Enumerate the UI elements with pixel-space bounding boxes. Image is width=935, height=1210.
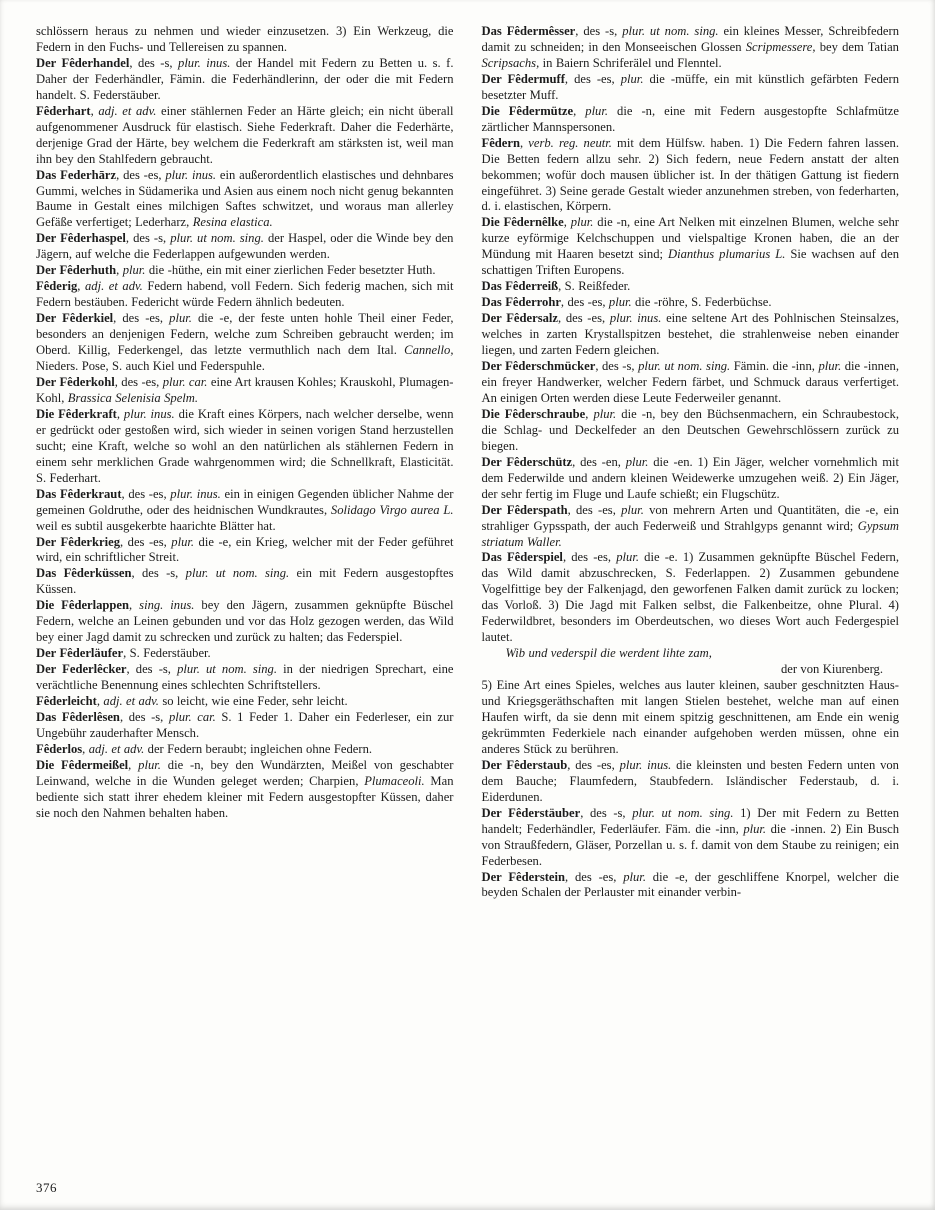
entry-text: die -müffe, ein mit künstlich gefärbten Federn besetzter Muff. <box>481 71 899 102</box>
dictionary-entry <box>36 566 454 598</box>
entry-text: , <box>519 135 529 150</box>
entry-text: ein kleines Messer, Schreibfedern damit zu schneiden; in den Monseeischen Glossen <box>481 24 899 54</box>
entry-text: , des -es, <box>560 295 609 310</box>
entry-text: Plumaceoli. <box>364 773 425 788</box>
dictionary-entry <box>482 407 900 455</box>
dictionary-entry <box>36 662 454 694</box>
right-column <box>482 24 900 1150</box>
entry-text: sing. inus. <box>139 598 195 613</box>
dictionary-entry <box>36 758 454 822</box>
entry-text: , des -s, <box>575 24 623 38</box>
dictionary-entry <box>36 646 454 662</box>
entry-text: Scripsachs, <box>481 55 540 70</box>
entry-text: , des -es, <box>564 71 621 86</box>
entry-text: adj. et adv. <box>88 741 145 756</box>
entry-text: mit dem Hülfsw. haben. 1) Die Federn fahren lassen. Die Betten federn allzu sehr. 2) Sich federn, neue Federn anstatt der alten bekommen; wofür doch mausen üblicher ist. In der thätigen Gattung ist fiedern eingeführet. 3) Seine gerade Gestalt wieder anzunehmen streben, von federharten, d. i. elastischen, Körpern. <box>481 135 899 214</box>
headword: Das Fêdermêsser <box>481 24 576 38</box>
entry-text: , des -s, <box>125 231 171 246</box>
entry-text: plur. <box>608 295 632 310</box>
dictionary-entry <box>482 311 900 359</box>
headword: Der Fêderläufer <box>36 646 124 661</box>
dictionary-entry <box>482 104 900 136</box>
headword: Der Fêderkiel <box>36 311 114 326</box>
entry-text: ein außerordentlich elastisches und dehnbares Gummi, welches in Südamerika und Asien aus einem noch nicht genug bekannten Baume in Gestalt eines milchigen Saftes schwitzet, und woraus man allerley Gefäße verfertiget; Lederharz, <box>36 167 454 230</box>
entry-text: von mehrern Arten und Quantitäten, die -e, ein strahliger Gypsspath, der auch Federweiß und Strahlgyps genannt wird; <box>481 502 899 533</box>
entry-text: weil es subtil ausgekerbte haarichte Blätter hat. <box>36 518 276 533</box>
entry-text: die -hüthe, ein mit einer zierlichen Feder besetzter Huth. <box>145 263 436 278</box>
entry-text: plur. ut nom. sing. <box>638 359 731 374</box>
dictionary-entry <box>36 407 454 487</box>
dictionary-entry <box>482 279 900 295</box>
entry-text: plur. <box>818 359 842 374</box>
dictionary-entry <box>36 694 454 710</box>
entry-text: plur. ut nom. sing. <box>632 805 734 820</box>
entry-text: plur. <box>169 311 192 326</box>
headword: Der Fêderkohl <box>36 374 115 389</box>
entry-text: , <box>82 741 89 756</box>
dictionary-entry <box>482 806 900 870</box>
entry-text: , des -es, <box>116 167 166 182</box>
dictionary-entry <box>36 311 454 375</box>
headword: Die Fêderkraft <box>36 406 117 421</box>
verse-line <box>482 646 900 662</box>
entry-text: eine Art krausen Kohles; Krauskohl, Plumagen-Kohl, <box>36 374 454 405</box>
entry-text: plur. <box>623 869 646 884</box>
dictionary-entry <box>482 550 900 646</box>
headword: Der Fêderhandel <box>36 55 130 70</box>
entry-text: plur. inus. <box>619 757 672 772</box>
dictionary-entry <box>36 710 454 742</box>
entry-text: , des -es, <box>565 869 624 884</box>
dictionary-entry <box>482 870 900 902</box>
entry-text: in Baiern Schriferälel und Flenntel. <box>539 55 722 70</box>
entry-text: ein mit Federn ausgestopftes Küssen. <box>36 566 454 597</box>
entry-text: , des -s, <box>595 359 639 374</box>
dictionary-entry <box>482 758 900 806</box>
dictionary-entry <box>36 56 454 104</box>
left-column <box>36 24 454 1150</box>
entry-text: adj. et adv. <box>98 103 157 118</box>
entry-text: Scripmessere, <box>745 39 816 54</box>
headword: Die Fêdermütze <box>481 103 574 118</box>
headword: Der Fêdermuff <box>481 71 565 86</box>
entry-text: , <box>90 103 99 118</box>
entry-text: , <box>96 694 104 709</box>
entry-text: plur. <box>743 821 767 836</box>
entry-text: , des -es, <box>567 757 620 772</box>
entry-text: einer stählernen Feder an Härte gleich; ein nicht überall aufgenommener Ausdruck für elastisch. Siehe Federkraft. Daher die Federhärte, derjenige Grad der Härte, bey welchem die Federkraft am stärksten ist, weil man ihn bey den Stahlfedern gebraucht. <box>36 103 454 166</box>
entry-text: , des -s, <box>580 805 633 820</box>
entry-text: , <box>116 406 124 421</box>
entry-text: der Haspel, oder die Winde bey den Jägern, auf welche die Federlappen aufgewunden werden. <box>36 231 454 262</box>
entry-text: die -röhre, S. Federbüchse. <box>631 295 772 310</box>
headword: Der Fêderschütz <box>481 454 573 469</box>
entry-text: , <box>77 279 85 294</box>
entry-text: schlössern heraus zu nehmen und wieder einzusetzen. 3) Ein Werkzeug, die Federn in den Fuchs- und Tellereisen zu spannen. <box>36 24 454 54</box>
headword: Die Fêderschraube <box>481 406 586 421</box>
headword: Die Fêderlappen <box>36 598 130 613</box>
entry-text: plur. <box>616 550 639 565</box>
verse-attribution <box>482 662 900 678</box>
entry-text: , des -s, <box>131 566 186 581</box>
entry-text: Fämin. die -inn, <box>730 359 819 374</box>
entry-text: Sie wachsen auf den schattigen Triften Europens. <box>481 247 899 278</box>
entry-text: , S. Reißfeder. <box>558 279 631 294</box>
dictionary-entry <box>36 168 454 232</box>
entry-text: Gypsum striatum Waller. <box>481 518 899 549</box>
headword: Fêderleicht <box>36 694 97 709</box>
headword: Fêderig <box>36 279 78 294</box>
entry-text: eine seltene Art des Pohlnischen Steinsalzes, welches in zarten Krystallspitzen bestehet, die strahlenweise neben einander liegen, und zarten Federn gleichen. <box>481 311 899 358</box>
text-columns <box>36 24 899 1150</box>
entry-text: plur. inus. <box>178 55 231 70</box>
entry-text: plur. <box>625 454 649 469</box>
headword: Das Fêderspiel <box>481 550 563 565</box>
headword: Das Fêderrohr <box>481 295 561 310</box>
headword: Die Fêdernêlke <box>481 215 564 230</box>
entry-text: die -n, eine Art Nelken mit einzelnen Blumen, welche sehr kurze eyförmige Kelchschuppen und vielspaltige Kronen haben, die an der Mündung mit Haaren besetzt sind; <box>481 215 899 262</box>
dictionary-entry <box>36 231 454 263</box>
entry-text: der Handel mit Federn zu Betten u. s. f. Daher der Federhändler, Fämin. die Federhändlerinn, der oder die mit Federn handelt. S. Federstäuber. <box>36 55 454 102</box>
headword: Der Fêderstaub <box>481 757 568 772</box>
dictionary-entry <box>482 503 900 551</box>
entry-text: die -e. 1) Zusammen geknüpfte Büschel Federn, das Wild damit abzuschrecken, S. Federlappen. 2) Zusammen gebundene Vogelfittige bey der Falkenjagd, den geworfenen Falken damit zurück zu locken; das Vorloß. 3) Die Jagd mit Falken selbst, die Falkenbeitze, ohne Plural. 4) Federwildbret, besonders im Oberdeutschen, wo dieses Wort auch Federgespiel lautet. <box>481 550 899 645</box>
entry-text: verb. reg. neutr. <box>528 135 612 150</box>
entry-text: S. 1 Feder 1. Daher ein Federleser, ein zur Ungebühr zauderhafter Mensch. <box>36 709 454 740</box>
entry-text: der Federn beraubt; ingleichen ohne Federn. <box>144 741 373 756</box>
entry-text: plur. <box>138 757 161 772</box>
dictionary-entry <box>36 535 454 567</box>
entry-text: plur. <box>593 406 617 421</box>
entry-text: plur. inus. <box>123 406 175 421</box>
entry-text: Wib und vederspil die werdent lihte zam, <box>505 646 712 661</box>
entry-text: plur. car. <box>162 374 208 389</box>
dictionary-entry <box>482 215 900 279</box>
headword: Das Fêderlêsen <box>36 709 120 724</box>
headword: Der Fêderschmücker <box>481 359 596 374</box>
entry-text: , des -s, <box>126 662 178 677</box>
entry-text: Federn habend, voll Federn. Sich federig machen, sich mit Federn bestäuben. Federicht würde Federn ähnlich bedeuten. <box>36 279 454 310</box>
headword: Fêdern <box>481 135 520 150</box>
entry-text: , des -es, <box>113 311 170 326</box>
entry-text: die -e, der geschliffene Knorpel, welcher die beyden Schalen der Perlauster mit einander verbin- <box>481 869 899 900</box>
entry-text: , des -es, <box>557 311 610 326</box>
entry-text: bey dem Tatian <box>815 39 899 54</box>
entry-text: plur. car. <box>168 709 216 724</box>
entry-text: , des -es, <box>120 534 172 549</box>
headword: Der Fêderhaspel <box>36 231 126 246</box>
entry-text: plur. inus. <box>165 167 217 182</box>
entry-text: 1) Der mit Federn zu Betten handelt; Federhändler, Federläufer. Fäm. die -inn, <box>481 805 899 836</box>
entry-text: die kleinsten und besten Federn unten von dem Bauche; Flaumfedern, Staubfedern. Isländischer Federstaub, d. i. Eiderdunen. <box>481 757 899 804</box>
headword: Der Fêderstein <box>481 869 566 884</box>
headword: Der Fêdersalz <box>481 311 558 326</box>
entry-text: die Kraft eines Körpers, nach welcher derselbe, wenn er gedrückt oder gestoßen wird, sich wieder in seinen vorigen Stand herzustellen sucht; eine Kraft, welche so wohl an den natürlichen als stählernen Federn in einem sehr merklichen Grade wahrgenommen wird; die Schnellkraft, Elasticität. S. Federhart. <box>36 406 454 485</box>
entry-text: , des -en, <box>572 454 626 469</box>
entry-text: , <box>573 103 586 118</box>
entry-text: die -n, bey den Büchsenmachern, ein Schraubestock, die Schlag- und Deckelfeder an den Deutschen Gewehrschlössern zurück zu biegen. <box>481 406 899 453</box>
dictionary-entry <box>482 295 900 311</box>
headword: Das Fêderreiß <box>481 279 559 294</box>
entry-text: die -innen, ein freyer Handwerker, welcher Federn färbet, und Schmuck daraus verfertiget. An einigen Orten werden diese Leute Federweiler genannt. <box>481 359 899 405</box>
headword: Fêderlos <box>36 741 83 756</box>
entry-text: in der niedrigen Sprechart, eine verächtliche Benennung eines schlechten Schriftstellers. <box>36 662 454 693</box>
entry-text: Cannello, <box>404 343 454 358</box>
entry-text: , des -es, <box>114 374 163 389</box>
dictionary-entry <box>482 72 900 104</box>
dictionary-entry <box>36 375 454 407</box>
entry-text: die -innen. 2) Ein Busch von Straußfedern, Gläser, Porzellan u. s. f. damit von dem Staube zu reinigen; ein Federbesen. <box>481 821 899 868</box>
dictionary-entry <box>482 455 900 503</box>
entry-text: Resina elastica. <box>192 215 273 230</box>
entry-text: , <box>129 598 140 613</box>
entry-text: plur. inus. <box>609 311 662 326</box>
headword: Das Fêderkraut <box>36 486 122 501</box>
headword: Der Fêderstäuber <box>481 805 581 820</box>
entry-text: plur. <box>171 534 195 549</box>
entry-text: , des -s, <box>119 709 169 724</box>
entry-text: die -e, der feste unten hohle Theil einer Feder, besonders an denjenigen Federn, welche zum Schreiben gebraucht werden; im Oberd. Killig, Federkengel, das letzte vermuthlich nach dem Ital. <box>36 311 454 358</box>
entry-text: ein in einigen Gegenden üblicher Nahme der gemeinen Goldruthe, oder des heidnischen Wundkrautes, <box>36 486 454 517</box>
entry-text: , des -es, <box>567 502 622 517</box>
entry-text: , <box>563 215 571 230</box>
entry-text: , S. Federstäuber. <box>123 646 211 661</box>
headword: Das Federhārz <box>36 167 117 182</box>
dictionary-entry <box>36 487 454 535</box>
entry-text: plur. <box>570 215 594 230</box>
entry-text: bey den Jägern, zusammen geknüpfte Büschel Federn, welche an Leinen gebunden und vor das Holz gezogen werden, das Wild bey einer Jagd damit zu schrecken und zurück zu halten; das Federspiel. <box>36 598 454 645</box>
entry-text: plur. ut nom. sing. <box>170 231 264 246</box>
entry-text: adj. et adv. <box>84 279 143 294</box>
entry-text: , des -s, <box>129 55 179 70</box>
headword: Der Federlêcker <box>36 662 127 677</box>
entry-text: Man bediente sich statt ihrer ehedem kleiner mit Federn ausgestopfter Küssen, daher sie noch den Nahmen behalten haben. <box>36 773 454 820</box>
entry-text: die -en. 1) Ein Jäger, welcher vornehmlich mit dem Federwilde und andern kleinen Weidewerke umzugehen weiß. 2) Ein Jäger, der sehr fertig im Fluge und Laufe schießt; ein Flugschütz. <box>481 454 899 501</box>
entry-text: , <box>585 406 594 421</box>
page-number: 376 <box>36 1180 57 1195</box>
entry-text: adj. et adv. <box>103 694 159 709</box>
dictionary-entry <box>482 359 900 407</box>
entry-text: plur. <box>620 71 644 86</box>
headword: Der Fêderkrieg <box>36 534 120 549</box>
entry-text: der von Kiurenberg. <box>780 662 883 677</box>
headword: Die Fêdermeißel <box>36 757 129 772</box>
entry-text: plur. ut nom. sing. <box>185 566 290 581</box>
dictionary-entry <box>36 263 454 279</box>
entry-text: plur. inus. <box>170 486 221 501</box>
dictionary-entry <box>482 24 900 72</box>
entry-text: Solidago Virgo aurea L. <box>330 502 454 517</box>
entry-text: plur. <box>122 263 146 278</box>
entry-text: Dianthus plumarius L. <box>667 247 786 262</box>
dictionary-entry <box>36 742 454 758</box>
entry-text: die -e, ein Krieg, welcher mit der Feder geführet wird, ein schriftlicher Streit. <box>36 534 454 565</box>
entry-text: plur. ut nom. sing. <box>177 662 278 677</box>
entry-text: plur. ut nom. sing. <box>622 24 719 38</box>
entry-text: plur. <box>621 502 644 517</box>
entry-text: die -n, bey den Wundärzten, Meißel von geschabter Leinwand, welche in die Wunden geleget werden; Charpien, <box>36 757 454 788</box>
entry-text: , des -es, <box>562 550 617 565</box>
entry-text: Nieders. Pose, S. auch Kiel und Federspuhle. <box>36 359 265 374</box>
entry-text: , <box>128 757 139 772</box>
dictionary-entry <box>36 104 454 168</box>
entry-text: so leicht, wie eine Feder, sehr leicht. <box>158 694 348 709</box>
entry-text: Brassica Selenisia Spelm. <box>67 390 199 405</box>
headword: Fêderhart <box>36 103 91 118</box>
entry-text: die -n, eine mit Federn ausgestopfte Schlafmütze zärtlicher Mannspersonen. <box>481 103 899 134</box>
headword: Der Fêderspath <box>481 502 568 517</box>
entry-text: 5) Eine Art eines Spieles, welches aus lauter kleinen, sauber geschnitzten Haus- und Kriegsgeräthschaften mit langen Stielen bestehet, welche man auf einen Haufen wirft, da sie denn mit einem spitzig geschnittenen, am Ende ein wenig gekrümmten Federkiele nach einander aufgehoben werden müssen, ohne ein anderes Stück zu berühren. <box>481 678 899 756</box>
headword: Der Fêderhuth <box>36 263 117 278</box>
entry-text: , des -es, <box>121 486 171 501</box>
dictionary-entry <box>482 136 900 216</box>
dictionary-entry <box>482 678 900 758</box>
dictionary-entry <box>36 279 454 311</box>
dictionary-entry <box>36 24 454 56</box>
dictionary-entry <box>36 598 454 646</box>
entry-text: plur. <box>585 103 609 118</box>
entry-text: , <box>116 263 123 278</box>
headword: Das Fêderküssen <box>36 566 132 581</box>
